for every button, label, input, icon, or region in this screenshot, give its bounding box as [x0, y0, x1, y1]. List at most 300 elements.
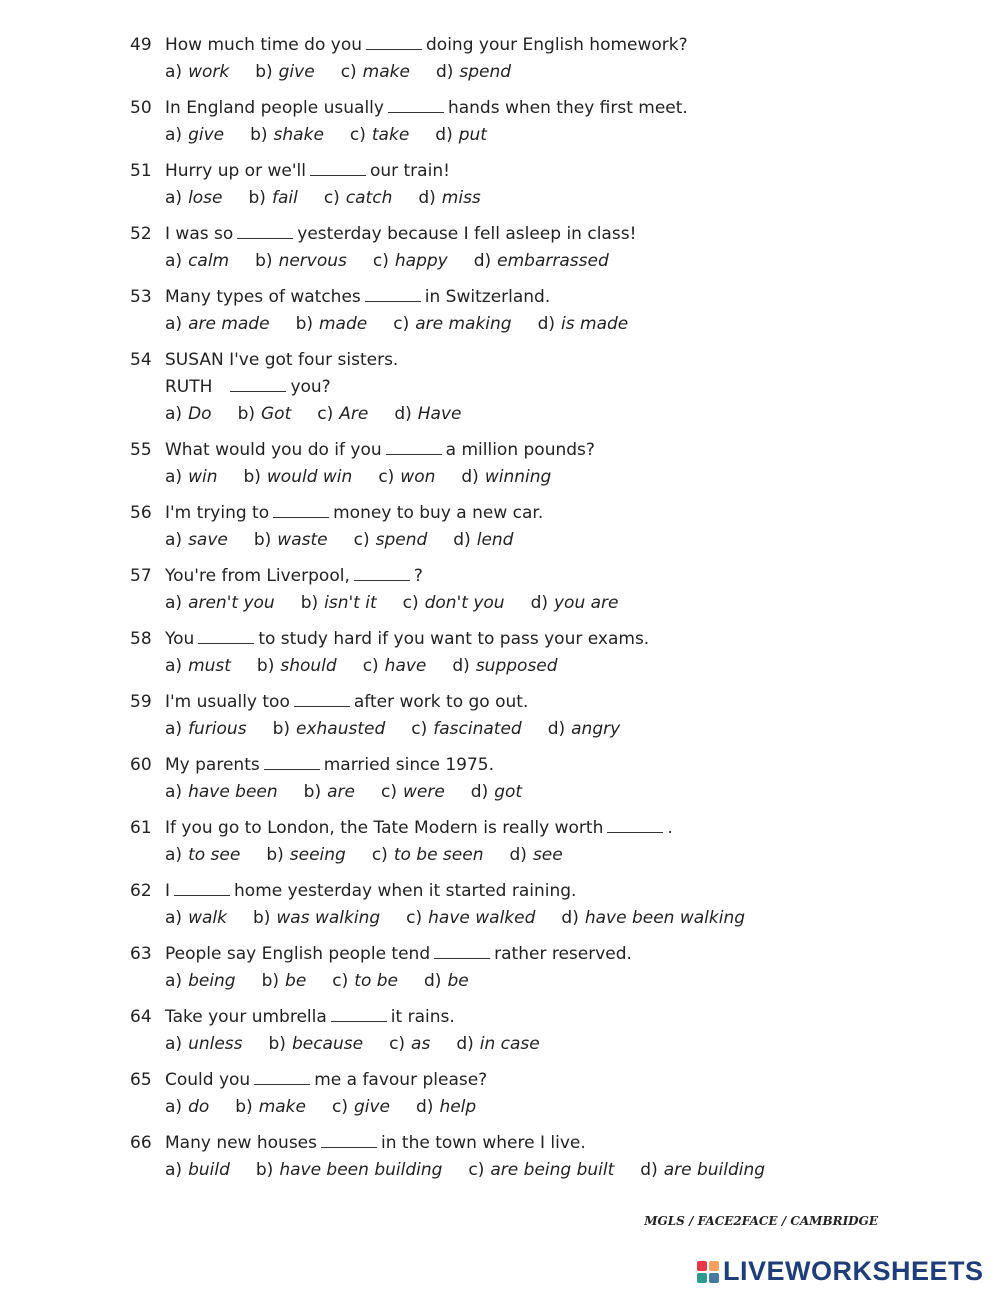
- question-stem: How much time do you: [165, 35, 362, 55]
- answer-option[interactable]: [640, 1157, 765, 1184]
- option-text: exhausted: [296, 719, 386, 739]
- option-letter: c): [331, 1097, 348, 1117]
- option-letter: d): [424, 971, 442, 991]
- option-text: take: [371, 125, 410, 145]
- answer-blank[interactable]: [365, 289, 421, 302]
- option-text: have been building: [279, 1160, 443, 1180]
- option-text: seeing: [289, 845, 346, 865]
- answer-option[interactable]: [165, 248, 229, 275]
- answer-option[interactable]: [538, 311, 629, 338]
- question-text: [130, 95, 930, 122]
- option-letter: c): [372, 251, 389, 271]
- answer-blank[interactable]: [354, 568, 410, 581]
- option-text: work: [188, 62, 230, 82]
- answer-blank[interactable]: [386, 442, 442, 455]
- question-stem-end: doing your English homework?: [426, 35, 688, 55]
- option-text: being: [188, 971, 236, 991]
- answer-option[interactable]: [273, 716, 386, 743]
- option-letter: d): [452, 656, 470, 676]
- liveworksheets-logo: [697, 1256, 984, 1287]
- answer-option[interactable]: [249, 185, 298, 212]
- answer-blank[interactable]: [237, 226, 293, 239]
- question-stem: Many types of watches: [165, 287, 361, 307]
- answer-blank[interactable]: [331, 1009, 387, 1022]
- answer-options: [130, 401, 930, 428]
- question-stem: Many new houses: [165, 1133, 317, 1153]
- option-text: to be seen: [393, 845, 484, 865]
- option-text: Do: [188, 404, 212, 424]
- question-stem: Hurry up or we'll: [165, 161, 306, 181]
- option-letter: b): [235, 1097, 253, 1117]
- logo-text: LIVEWORKSHEETS: [723, 1256, 984, 1286]
- question-text: [130, 347, 930, 374]
- answer-blank[interactable]: [310, 163, 366, 176]
- option-text: make: [258, 1097, 306, 1117]
- answer-option[interactable]: [165, 527, 228, 554]
- answer-option[interactable]: [165, 905, 227, 932]
- answer-option[interactable]: [456, 1031, 539, 1058]
- question-stem-end: yesterday because I fell asleep in class!: [297, 224, 637, 244]
- option-letter: b): [261, 971, 280, 991]
- question-number: 62: [130, 881, 152, 901]
- answer-options: [130, 779, 930, 806]
- option-text: spend: [375, 530, 428, 550]
- question-stem-end: to study hard if you want to pass your exams.: [258, 629, 650, 649]
- question-number: 51: [130, 161, 152, 181]
- option-text: help: [439, 1097, 477, 1117]
- answer-option[interactable]: [531, 590, 619, 617]
- option-letter: b): [256, 656, 275, 676]
- option-letter: b): [255, 1160, 274, 1180]
- answer-option[interactable]: [165, 311, 270, 338]
- option-text: give: [188, 125, 225, 145]
- dialogue-line: [130, 374, 930, 401]
- answer-option[interactable]: [301, 590, 377, 617]
- answer-options: [130, 968, 930, 995]
- option-text: catch: [345, 188, 393, 208]
- answer-option[interactable]: [165, 842, 240, 869]
- question-number: 64: [130, 1007, 152, 1027]
- answer-options: [130, 653, 930, 680]
- option-letter: b): [248, 188, 266, 208]
- option-letter: a): [165, 188, 183, 208]
- answer-option[interactable]: [332, 968, 398, 995]
- option-text: because: [291, 1034, 364, 1054]
- answer-option[interactable]: [266, 842, 346, 869]
- option-letter: d): [461, 467, 479, 487]
- option-text: walk: [188, 908, 227, 928]
- answer-option[interactable]: [324, 185, 393, 212]
- answer-options: [130, 1094, 930, 1121]
- option-letter: d): [394, 404, 412, 424]
- answer-option[interactable]: [435, 122, 487, 149]
- option-letter: c): [349, 125, 366, 145]
- option-text: Are: [339, 404, 369, 424]
- option-letter: b): [252, 908, 271, 928]
- question-64: [130, 1004, 930, 1058]
- option-letter: c): [406, 908, 423, 928]
- option-text: was walking: [276, 908, 381, 928]
- option-text: would win: [266, 467, 353, 487]
- answer-option[interactable]: [235, 1094, 306, 1121]
- answer-blank[interactable]: [174, 883, 230, 896]
- question-text: [130, 752, 930, 779]
- option-letter: a): [165, 1160, 183, 1180]
- answer-option[interactable]: [378, 464, 435, 491]
- question-50: [130, 95, 930, 149]
- option-letter: d): [435, 125, 453, 145]
- answer-option[interactable]: [304, 779, 355, 806]
- question-text: [130, 221, 930, 248]
- option-letter: c): [340, 62, 357, 82]
- answer-option[interactable]: [394, 401, 461, 428]
- answer-option[interactable]: [257, 653, 337, 680]
- option-text: see: [532, 845, 563, 865]
- question-number: 50: [130, 98, 152, 118]
- answer-option[interactable]: [474, 248, 609, 275]
- option-letter: d): [453, 530, 471, 550]
- question-61: [130, 815, 930, 869]
- option-text: make: [362, 62, 410, 82]
- question-number: 53: [130, 287, 152, 307]
- option-text: furious: [188, 719, 247, 739]
- option-letter: c): [323, 188, 340, 208]
- answer-blank[interactable]: [254, 1072, 310, 1085]
- option-letter: c): [353, 530, 370, 550]
- answer-blank[interactable]: [264, 757, 320, 770]
- option-text: waste: [277, 530, 328, 550]
- option-letter: a): [165, 593, 183, 613]
- question-text: [130, 689, 930, 716]
- answer-blank[interactable]: [388, 100, 444, 113]
- option-text: is made: [561, 314, 629, 334]
- answer-blank[interactable]: [366, 37, 422, 50]
- answer-option[interactable]: [317, 401, 368, 428]
- question-stem-end: .: [667, 818, 673, 838]
- option-text: miss: [441, 188, 481, 208]
- option-letter: a): [165, 467, 183, 487]
- answer-blank[interactable]: [321, 1135, 377, 1148]
- question-number: 58: [130, 629, 152, 649]
- option-letter: d): [509, 845, 527, 865]
- option-text: are made: [188, 314, 270, 334]
- option-text: give: [353, 1097, 391, 1117]
- answer-option[interactable]: [373, 248, 448, 275]
- answer-option[interactable]: [411, 716, 521, 743]
- answer-option[interactable]: [471, 779, 522, 806]
- option-text: happy: [394, 251, 448, 271]
- answer-option[interactable]: [165, 653, 231, 680]
- answer-option[interactable]: [372, 842, 484, 869]
- option-text: were: [402, 782, 445, 802]
- option-text: isn't it: [324, 593, 377, 613]
- question-62: [130, 878, 930, 932]
- option-letter: d): [470, 782, 489, 802]
- option-letter: b): [300, 593, 319, 613]
- option-text: in case: [479, 1034, 540, 1054]
- question-60: [130, 752, 930, 806]
- option-letter: d): [473, 251, 492, 271]
- logo-square-icon: [709, 1261, 719, 1271]
- option-letter: a): [165, 971, 183, 991]
- option-text: spend: [459, 62, 512, 82]
- question-stem-end: home yesterday when it started raining.: [234, 881, 577, 901]
- option-letter: c): [411, 719, 428, 739]
- option-text: angry: [571, 719, 621, 739]
- question-stem: I: [165, 881, 171, 901]
- question-stem-end: hands when they first meet.: [447, 98, 688, 118]
- answer-option[interactable]: [165, 1031, 243, 1058]
- option-letter: c): [332, 971, 349, 991]
- answer-option[interactable]: [436, 59, 511, 86]
- option-letter: c): [317, 404, 334, 424]
- question-text: [130, 563, 930, 590]
- answer-option[interactable]: [452, 653, 557, 680]
- option-text: don't you: [424, 593, 505, 613]
- option-letter: b): [268, 1034, 286, 1054]
- question-stem-end: a million pounds?: [445, 440, 595, 460]
- option-letter: d): [416, 1097, 434, 1117]
- answer-option[interactable]: [165, 716, 247, 743]
- answer-option[interactable]: [238, 401, 292, 428]
- option-text: got: [494, 782, 523, 802]
- answer-option[interactable]: [165, 590, 275, 617]
- answer-option[interactable]: [254, 527, 328, 554]
- question-stem: Could you: [165, 1070, 251, 1090]
- question-stem-end: money to buy a new car.: [333, 503, 544, 523]
- option-letter: b): [255, 251, 273, 271]
- option-letter: b): [255, 62, 273, 82]
- question-stem-end: after work to go out.: [353, 692, 529, 712]
- option-letter: a): [165, 908, 183, 928]
- option-letter: a): [165, 845, 183, 865]
- option-text: have: [384, 656, 427, 676]
- question-56: [130, 500, 930, 554]
- option-letter: a): [165, 719, 183, 739]
- option-letter: a): [165, 782, 183, 802]
- option-text: have been walking: [584, 908, 746, 928]
- answer-option[interactable]: [255, 248, 347, 275]
- answer-options: [130, 185, 930, 212]
- option-text: fail: [271, 188, 298, 208]
- answer-option[interactable]: [393, 311, 511, 338]
- question-text: [130, 500, 930, 527]
- question-stem: You: [165, 629, 195, 649]
- option-letter: b): [272, 719, 291, 739]
- question-number: 61: [130, 818, 152, 838]
- question-stem: If you go to London, the Tate Modern is really worth: [165, 818, 604, 838]
- answer-option[interactable]: [418, 185, 480, 212]
- answer-option[interactable]: [256, 1157, 443, 1184]
- answer-option[interactable]: [403, 590, 505, 617]
- answer-option[interactable]: [296, 311, 368, 338]
- answer-option[interactable]: [453, 527, 513, 554]
- option-text: lend: [476, 530, 514, 550]
- option-letter: d): [547, 719, 566, 739]
- question-stem-end: me a favour please?: [314, 1070, 488, 1090]
- question-text: [130, 941, 930, 968]
- answer-option[interactable]: [165, 464, 217, 491]
- question-stem: People say English people tend: [165, 944, 431, 964]
- option-text: calm: [188, 251, 230, 271]
- question-49: [130, 32, 930, 86]
- answer-option[interactable]: [350, 122, 409, 149]
- option-letter: a): [165, 1034, 183, 1054]
- question-text: [130, 878, 930, 905]
- answer-options: [130, 311, 930, 338]
- dialogue-speaker: RUTH: [165, 377, 213, 397]
- question-number: 60: [130, 755, 152, 775]
- question-stem-end: in the town where I live.: [381, 1133, 586, 1153]
- question-65: [130, 1067, 930, 1121]
- question-number: 55: [130, 440, 152, 460]
- option-letter: c): [371, 845, 388, 865]
- logo-mark-icon: [697, 1261, 719, 1283]
- answer-option[interactable]: [461, 464, 551, 491]
- option-letter: a): [165, 251, 183, 271]
- answer-option[interactable]: [165, 122, 224, 149]
- answer-option[interactable]: [269, 1031, 364, 1058]
- answer-option[interactable]: [510, 842, 563, 869]
- option-letter: c): [468, 1160, 485, 1180]
- option-letter: d): [456, 1034, 474, 1054]
- question-number: 54: [130, 350, 152, 370]
- answer-option[interactable]: [165, 59, 229, 86]
- answer-option[interactable]: [548, 716, 620, 743]
- logo-square-icon: [709, 1273, 719, 1283]
- answer-option[interactable]: [341, 59, 410, 86]
- answer-blank[interactable]: [273, 505, 329, 518]
- answer-options: [130, 248, 930, 275]
- option-letter: d): [561, 908, 579, 928]
- answer-option[interactable]: [243, 464, 352, 491]
- answer-option[interactable]: [389, 1031, 430, 1058]
- question-text: [130, 1004, 930, 1031]
- question-stem: I'm trying to: [165, 503, 270, 523]
- answer-blank[interactable]: [198, 631, 254, 644]
- question-53: [130, 284, 930, 338]
- answer-option[interactable]: [250, 122, 324, 149]
- answer-option[interactable]: [253, 905, 380, 932]
- option-text: build: [188, 1160, 230, 1180]
- option-text: are: [327, 782, 355, 802]
- answer-option[interactable]: [416, 1094, 476, 1121]
- answer-option[interactable]: [255, 59, 314, 86]
- option-text: made: [319, 314, 368, 334]
- logo-square-icon: [697, 1261, 707, 1271]
- answer-option[interactable]: [424, 968, 469, 995]
- option-text: unless: [188, 1034, 243, 1054]
- footer-credit: MGLS / FACE2FACE / CAMBRIDGE: [644, 1214, 878, 1228]
- option-text: to see: [188, 845, 241, 865]
- question-59: [130, 689, 930, 743]
- answer-option[interactable]: [165, 1157, 230, 1184]
- question-stem-end: married since 1975.: [323, 755, 494, 775]
- answer-option[interactable]: [406, 905, 535, 932]
- option-letter: c): [389, 1034, 406, 1054]
- question-stem: My parents: [165, 755, 260, 775]
- question-stem: SUSAN I've got four sisters.: [165, 350, 399, 370]
- option-text: save: [188, 530, 228, 550]
- answer-options: [130, 464, 930, 491]
- question-number: 66: [130, 1133, 152, 1153]
- answer-option[interactable]: [332, 1094, 390, 1121]
- answer-options: [130, 590, 930, 617]
- answer-option[interactable]: [165, 779, 278, 806]
- answer-blank[interactable]: [294, 694, 350, 707]
- dialogue-text: you?: [290, 377, 331, 397]
- option-text: are being built: [490, 1160, 615, 1180]
- question-number: 65: [130, 1070, 152, 1090]
- answer-option[interactable]: [165, 401, 212, 428]
- option-letter: d): [640, 1160, 658, 1180]
- answer-options: [130, 905, 930, 932]
- question-text: [130, 284, 930, 311]
- answer-options: [130, 59, 930, 86]
- option-text: winning: [484, 467, 552, 487]
- option-letter: d): [435, 62, 454, 82]
- answer-option[interactable]: [262, 968, 307, 995]
- option-letter: c): [362, 656, 379, 676]
- question-stem: Take your umbrella: [165, 1007, 327, 1027]
- answer-option[interactable]: [381, 779, 445, 806]
- option-letter: b): [243, 467, 261, 487]
- question-text: [130, 1130, 930, 1157]
- answer-option[interactable]: [561, 905, 745, 932]
- option-text: be: [285, 971, 307, 991]
- question-stem-end: our train!: [369, 161, 450, 181]
- option-text: to be: [354, 971, 399, 991]
- question-text: [130, 437, 930, 464]
- option-text: shake: [273, 125, 324, 145]
- option-letter: a): [165, 62, 183, 82]
- question-number: 63: [130, 944, 152, 964]
- option-text: give: [278, 62, 315, 82]
- answer-option[interactable]: [165, 185, 223, 212]
- question-text: [130, 158, 930, 185]
- answer-blank[interactable]: [607, 820, 663, 833]
- answer-option[interactable]: [468, 1157, 614, 1184]
- answer-option[interactable]: [165, 1094, 209, 1121]
- option-text: Have: [417, 404, 462, 424]
- option-text: as: [411, 1034, 431, 1054]
- answer-blank[interactable]: [434, 946, 490, 959]
- option-text: must: [188, 656, 231, 676]
- question-55: [130, 437, 930, 491]
- option-letter: a): [165, 125, 183, 145]
- option-letter: c): [393, 314, 410, 334]
- option-letter: a): [165, 656, 183, 676]
- answer-blank[interactable]: [230, 379, 286, 392]
- question-51: [130, 158, 930, 212]
- answer-option[interactable]: [363, 653, 427, 680]
- question-57: [130, 563, 930, 617]
- question-stem: In England people usually: [165, 98, 384, 118]
- answer-option[interactable]: [354, 527, 428, 554]
- option-text: do: [188, 1097, 210, 1117]
- option-text: have been: [188, 782, 278, 802]
- question-text: [130, 815, 930, 842]
- answer-options: [130, 716, 930, 743]
- option-letter: b): [250, 125, 268, 145]
- question-54: [130, 347, 930, 428]
- question-list: [130, 32, 930, 1193]
- option-text: won: [400, 467, 436, 487]
- answer-options: [130, 1031, 930, 1058]
- question-stem-end: it rains.: [390, 1007, 455, 1027]
- answer-option[interactable]: [165, 968, 236, 995]
- answer-options: [130, 842, 930, 869]
